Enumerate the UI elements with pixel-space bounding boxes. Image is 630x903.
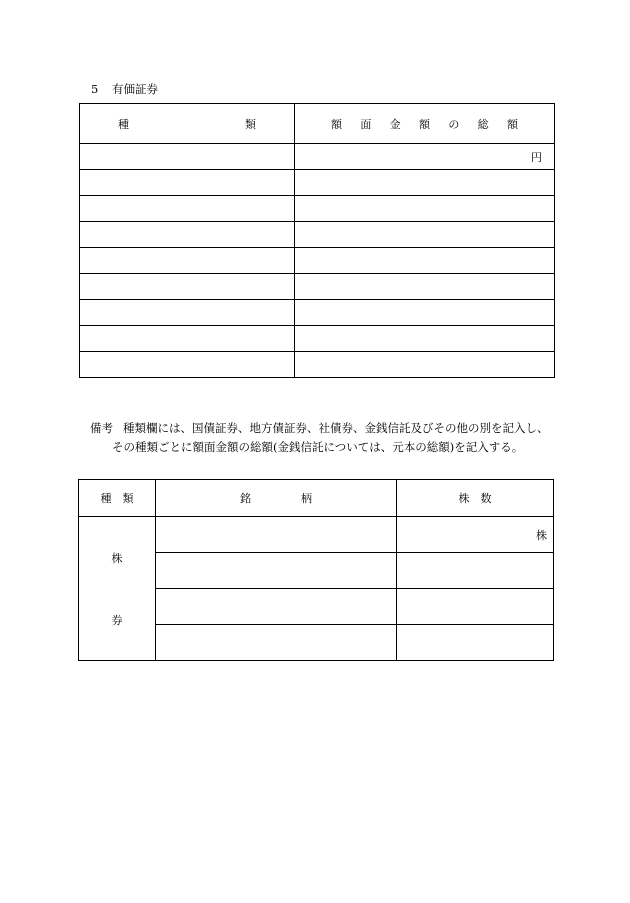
stock-kind-cell	[79, 517, 156, 661]
header-char: 額	[506, 117, 518, 131]
amount-cell[interactable]	[295, 196, 555, 222]
amount-cell[interactable]	[295, 144, 555, 170]
amount-cell[interactable]	[295, 222, 555, 248]
brand-cell[interactable]	[156, 553, 397, 589]
header-char: 金	[389, 117, 401, 131]
kind-cell[interactable]	[80, 352, 295, 378]
header-kind	[80, 104, 295, 144]
brand-cell[interactable]	[156, 589, 397, 625]
table-row	[80, 222, 555, 248]
remarks-line-1: 種類欄には、国債証券、地方債証券、社債券、金銭信託及びその他の別を記入し、	[123, 421, 549, 435]
shares-cell[interactable]	[397, 517, 554, 553]
table-row	[80, 144, 555, 170]
table-row	[80, 196, 555, 222]
table-header-row	[80, 104, 555, 144]
amount-cell[interactable]	[295, 300, 555, 326]
header-char: 柄	[301, 492, 312, 505]
stock-table	[78, 479, 554, 661]
header-face-value-total	[295, 104, 555, 144]
header-shares: 株 数	[397, 480, 554, 517]
brand-cell[interactable]	[156, 517, 397, 553]
header-char: 額	[331, 117, 342, 131]
amount-cell[interactable]	[295, 248, 555, 274]
kind-cell[interactable]	[80, 196, 295, 222]
shares-cell[interactable]	[397, 553, 554, 589]
kind-cell[interactable]	[80, 222, 295, 248]
header-char: 銘	[240, 492, 251, 505]
amount-cell[interactable]	[295, 274, 555, 300]
remarks-note	[90, 419, 560, 457]
remarks-line-2: その種類ごとに額面金額の総額(金銭信託については、元本の総額)を記入する。	[112, 440, 524, 454]
section-number: 5	[91, 82, 99, 96]
header-char: の	[448, 117, 460, 131]
header-char: 種	[118, 117, 129, 131]
kind-cell[interactable]	[80, 326, 295, 352]
amount-cell[interactable]	[295, 352, 555, 378]
kind-cell[interactable]	[80, 300, 295, 326]
brand-cell[interactable]	[156, 625, 397, 661]
header-char: 総	[477, 117, 489, 131]
header-brand	[156, 480, 397, 517]
kind-cell[interactable]	[80, 274, 295, 300]
kind-char: 株	[111, 551, 123, 565]
table-row	[79, 517, 554, 553]
shares-unit: 株	[536, 528, 547, 542]
header-char: 額	[418, 117, 430, 131]
table-row	[80, 274, 555, 300]
table-row	[80, 300, 555, 326]
amount-cell[interactable]	[295, 326, 555, 352]
kind-cell[interactable]	[80, 144, 295, 170]
table-row	[80, 248, 555, 274]
yen-unit: 円	[531, 150, 542, 164]
remarks-label: 備考	[90, 421, 113, 435]
section-title-text: 有価証券	[111, 82, 158, 96]
shares-cell[interactable]	[397, 625, 554, 661]
table-header-row	[79, 480, 554, 517]
kind-cell[interactable]	[80, 170, 295, 196]
header-kind: 種 類	[79, 480, 156, 517]
table-row	[80, 326, 555, 352]
kind-cell[interactable]	[80, 248, 295, 274]
shares-cell[interactable]	[397, 589, 554, 625]
header-char: 類	[245, 117, 256, 131]
kind-char: 券	[111, 613, 123, 627]
table-row	[80, 170, 555, 196]
section-title	[91, 81, 158, 97]
table-row	[80, 352, 555, 378]
amount-cell[interactable]	[295, 170, 555, 196]
securities-table	[79, 103, 555, 378]
header-char: 面	[360, 117, 372, 131]
